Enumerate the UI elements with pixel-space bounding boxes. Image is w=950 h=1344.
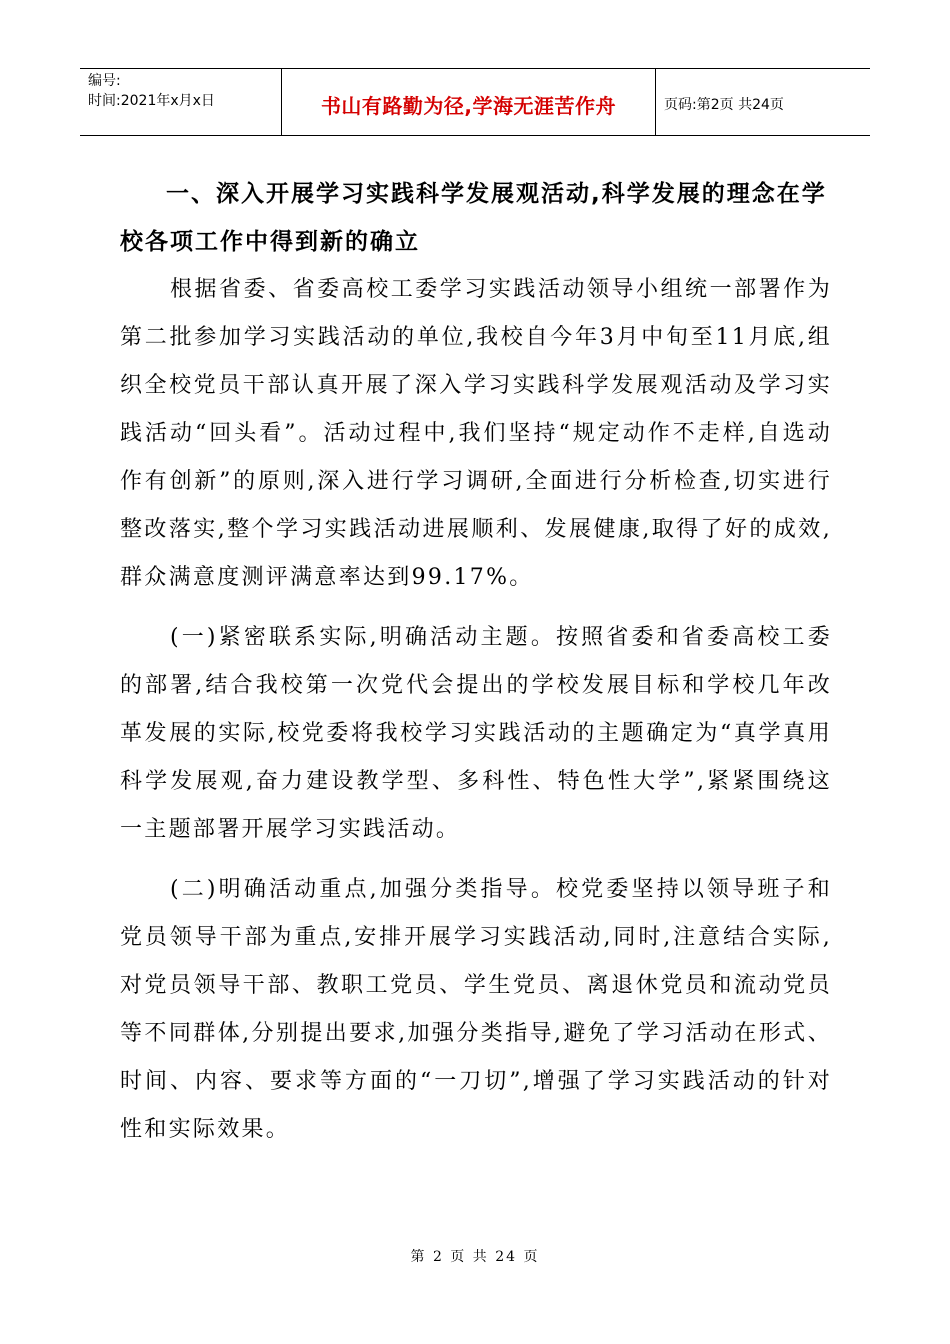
paragraph: (一)紧密联系实际,明确活动主题。按照省委和省委高校工委的部署,结合我校第一次党代会提出的学校发展目标和学校几年改革发展的实际,校党委将我校学习实践活动的主题确定为“真学真用科学发展观,奋力建设教学型、多科性、特色性大学”,紧紧围绕这一主题部署开展学习实践活动。 — [120, 625, 832, 842]
section-heading: 一、深入开展学习实践科学发展观活动,科学发展的理念在学校各项工作中得到新的确立 — [120, 181, 827, 255]
paragraph: 根据省委、省委高校工委学习实践活动领导小组统一部署作为第二批参加学习实践活动的单位,我校自今年3月中旬至11月底,组织全校党员干部认真开展了深入学习实践科学发展观活动及学习实践活动“回头看”。活动过程中,我们坚持“规定动作不走样,自选动作有创新”的原则,深入进行学习调研,全面进行分析检查,切实进行整改落实,整个学习实践活动进展顺利、发展健康,取得了好的成效,群众满意度测评满意率达到99.17%。 — [120, 277, 832, 590]
header-number-label: 编号: — [88, 73, 121, 89]
paragraph: (二)明确活动重点,加强分类指导。校党委坚持以领导班子和党员领导干部为重点,安排开展学习实践活动,同时,注意结合实际,对党员领导干部、教职工党员、学生党员、离退休党员和流动党员等不同群体,分别提出要求,加强分类指导,避免了学习活动在形式、时间、内容、要求等方面的“一刀切”,增强了学习实践活动的针对性和实际效果。 — [120, 877, 832, 1142]
header-motto-cell — [282, 69, 656, 135]
document-body — [120, 170, 832, 1154]
header-page-info: 页码:第2页 共24页 — [664, 97, 784, 113]
document-header — [80, 68, 870, 136]
header-motto: 书山有路勤为径,学海无涯苦作舟 — [320, 94, 617, 118]
page-footer: 第 2 页 共 24 页 — [410, 1249, 540, 1265]
header-meta — [80, 69, 282, 135]
header-time-label: 时间:2021年x月x日 — [88, 93, 215, 109]
header-page-cell — [656, 69, 870, 135]
